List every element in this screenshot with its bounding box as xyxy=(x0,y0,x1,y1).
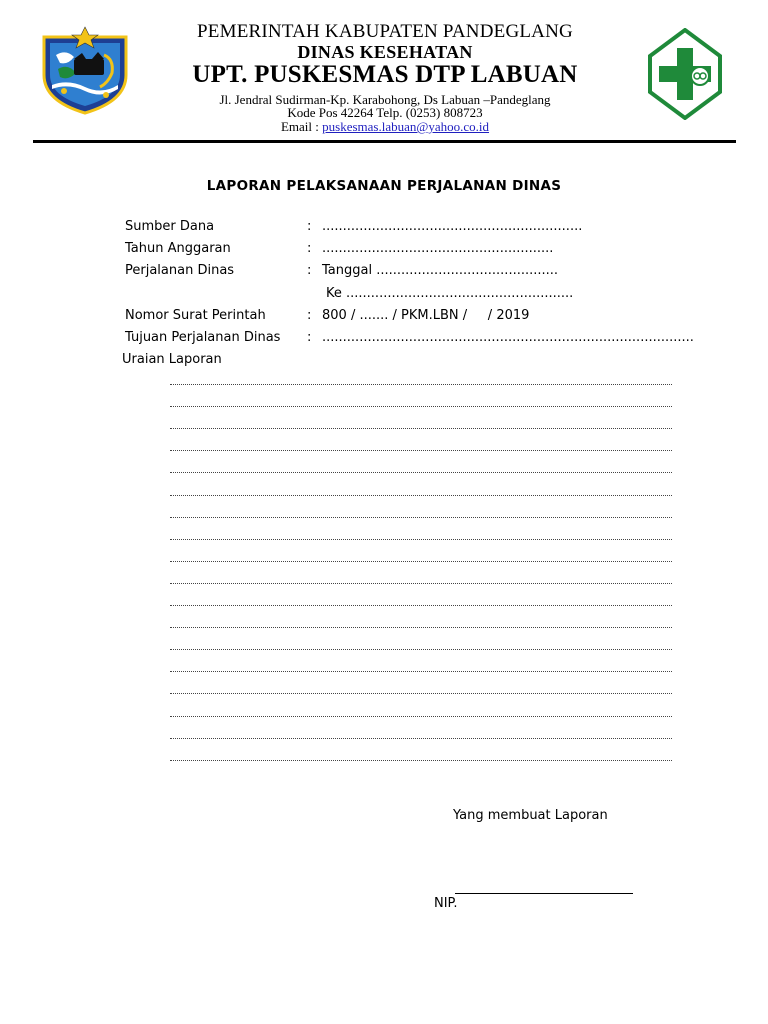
uraian-dotted-line xyxy=(170,605,672,606)
uraian-dotted-line xyxy=(170,428,672,429)
uraian-dotted-line xyxy=(170,760,672,761)
field-value-nomor-surat: 800 / ....... / PKM.LBN / / 2019 xyxy=(322,308,530,323)
field-colon: : xyxy=(307,241,312,256)
header-email-line xyxy=(130,119,640,135)
header-department-name: DINAS KESEHATAN xyxy=(297,42,473,62)
uraian-dotted-line xyxy=(170,517,672,518)
field-label-nomor-surat: Nomor Surat Perintah xyxy=(125,308,266,323)
uraian-dotted-line xyxy=(170,738,672,739)
field-colon: : xyxy=(307,308,312,323)
document-title: LAPORAN PELAKSANAAN PERJALANAN DINAS xyxy=(206,178,562,194)
field-value-tahun-anggaran: ........................................................ xyxy=(322,241,554,256)
field-label-tahun-anggaran: Tahun Anggaran xyxy=(125,241,231,256)
uraian-dotted-line xyxy=(170,649,672,650)
uraian-dotted-line xyxy=(170,472,672,473)
uraian-dotted-line xyxy=(170,384,672,385)
header-divider xyxy=(33,140,736,143)
field-value-ke: Ke ....................................................... xyxy=(326,286,574,301)
uraian-dotted-line xyxy=(170,561,672,562)
field-value-tujuan: .......................................................................................... xyxy=(322,330,694,345)
uraian-dotted-line xyxy=(170,583,672,584)
email-label: Email : xyxy=(280,119,323,134)
field-label-sumber-dana: Sumber Dana xyxy=(125,219,215,234)
uraian-dotted-line xyxy=(170,539,672,540)
uraian-dotted-line xyxy=(170,627,672,628)
uraian-dotted-line xyxy=(170,406,672,407)
uraian-dotted-line xyxy=(170,716,672,717)
header-institution-name: UPT. PUSKESMAS DTP LABUAN xyxy=(192,61,578,88)
uraian-dotted-line xyxy=(170,693,672,694)
header-government-name: PEMERINTAH KABUPATEN PANDEGLANG xyxy=(197,21,573,42)
field-label-perjalanan-dinas: Perjalanan Dinas xyxy=(125,263,235,278)
signature-label: Yang membuat Laporan xyxy=(453,808,608,823)
uraian-dotted-line xyxy=(170,450,672,451)
uraian-dotted-line xyxy=(170,671,672,672)
header-postal-phone: Kode Pos 42264 Telp. (0253) 808723 xyxy=(287,105,483,120)
header-address: Jl. Jendral Sudirman-Kp. Karabohong, Ds Labuan –Pandeglang xyxy=(219,92,551,107)
nip-label: NIP. xyxy=(434,896,458,911)
puskesmas-cross-logo-icon xyxy=(648,28,722,120)
field-colon: : xyxy=(307,330,312,345)
field-colon: : xyxy=(307,219,312,234)
field-value-sumber-dana: ............................................................... xyxy=(322,219,583,234)
email-link[interactable]: puskesmas.labuan@yahoo.co.id xyxy=(322,119,490,134)
pandeglang-emblem-icon xyxy=(38,25,132,115)
field-colon: : xyxy=(307,263,312,278)
uraian-label: Uraian Laporan xyxy=(122,352,222,367)
uraian-dotted-line xyxy=(170,495,672,496)
field-label-tujuan: Tujuan Perjalanan Dinas xyxy=(125,330,281,345)
signature-line xyxy=(455,893,633,894)
field-value-tanggal: Tanggal ............................................ xyxy=(322,263,559,278)
